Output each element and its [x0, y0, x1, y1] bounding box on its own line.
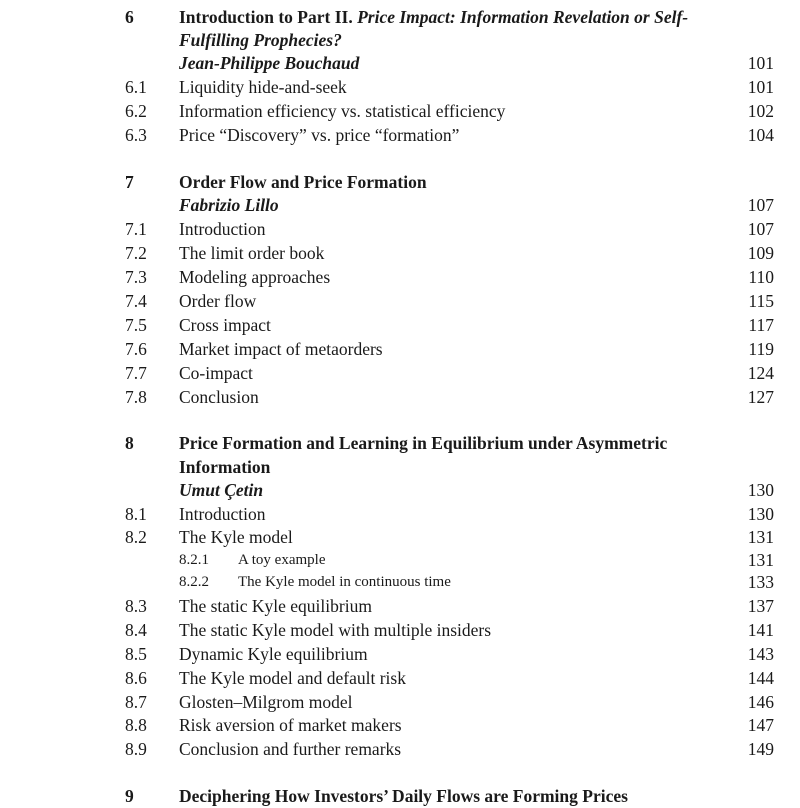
toc-subentry — [0, 570, 800, 594]
page-number: 130 — [747, 504, 774, 524]
section-title: Conclusion — [179, 387, 259, 407]
chapter-author: Jean-Philippe Bouchaud — [179, 53, 360, 73]
page-number: 104 — [747, 125, 774, 145]
page-number: 146 — [747, 692, 774, 712]
page-number: 124 — [747, 363, 774, 383]
section-number: 8.5 — [125, 644, 147, 664]
page-number: 147 — [747, 715, 774, 735]
page-number: 144 — [747, 668, 774, 688]
toc-entry — [0, 123, 800, 147]
section-title: The static Kyle equilibrium — [179, 596, 372, 616]
chapter-title: Order Flow and Price Formation — [179, 172, 427, 192]
page-number: 115 — [748, 291, 774, 311]
section-title: The Kyle model — [179, 527, 293, 547]
section-title: Dynamic Kyle equilibrium — [179, 644, 368, 664]
chapter-8-heading — [0, 431, 800, 455]
chapter-number: 9 — [125, 786, 134, 806]
section-number: 6.3 — [125, 125, 147, 145]
section-title: Conclusion and further remarks — [179, 739, 402, 759]
toc-entry — [0, 525, 800, 549]
section-number: 6.1 — [125, 77, 147, 97]
section-number: 8.6 — [125, 668, 147, 688]
chapter-title-continued: Fulfilling Prophecies? — [179, 30, 342, 50]
page-number: 141 — [747, 620, 774, 640]
section-title: Cross impact — [179, 315, 271, 335]
section-title: Modeling approaches — [179, 267, 331, 287]
section-number: 7.5 — [125, 315, 147, 335]
section-title: Order flow — [179, 291, 257, 311]
chapter-9-heading — [0, 784, 800, 808]
section-number: 8.9 — [125, 739, 147, 759]
section-title: Information efficiency vs. statistical efficiency — [179, 101, 506, 121]
section-number: 8.2 — [125, 527, 147, 547]
toc-entry — [0, 385, 800, 409]
page-number: 102 — [747, 101, 774, 121]
page-number: 130 — [747, 480, 774, 500]
chapter-6-author-line — [0, 51, 800, 75]
chapter-title-continued: Information — [179, 457, 271, 477]
section-number: 7.3 — [125, 267, 147, 287]
toc-entry — [0, 289, 800, 313]
chapter-6-title-continued — [0, 28, 800, 52]
page-number: 119 — [748, 339, 774, 359]
section-title: The Kyle model and default risk — [179, 668, 406, 688]
section-title: Liquidity hide-and-seek — [179, 77, 347, 97]
toc-entry — [0, 241, 800, 265]
page-number: 131 — [747, 550, 774, 570]
section-number: 7.8 — [125, 387, 147, 407]
section-title: The limit order book — [179, 243, 325, 263]
section-number: 7.1 — [125, 219, 147, 239]
section-title: Introduction — [179, 504, 266, 524]
subsection-title: A toy example — [238, 552, 326, 568]
page-number: 107 — [747, 195, 774, 215]
toc-entry — [0, 737, 800, 761]
section-number: 7.2 — [125, 243, 147, 263]
page-number: 143 — [747, 644, 774, 664]
toc-entry — [0, 217, 800, 241]
toc-entry — [0, 313, 800, 337]
toc-entry — [0, 618, 800, 642]
section-number: 7.4 — [125, 291, 147, 311]
chapter-author: Umut Çetin — [179, 480, 264, 500]
page-number: 117 — [748, 315, 774, 335]
section-title: Co-impact — [179, 363, 253, 383]
toc-subentry — [0, 548, 800, 572]
chapter-number: 8 — [125, 433, 134, 453]
toc-entry — [0, 99, 800, 123]
toc-entry — [0, 75, 800, 99]
chapter-title: Introduction to Part II. Price Impact: Information Revelation or Self- — [179, 7, 689, 27]
subsection-number: 8.2.1 — [179, 552, 209, 568]
page-number: 101 — [747, 77, 774, 97]
page-number: 101 — [747, 53, 774, 73]
chapter-7-heading — [0, 170, 800, 194]
toc-entry — [0, 265, 800, 289]
chapter-author: Fabrizio Lillo — [179, 195, 279, 215]
section-number: 7.6 — [125, 339, 147, 359]
page-number: 110 — [748, 267, 774, 287]
chapter-6-heading — [0, 5, 800, 29]
chapter-7-author-line — [0, 193, 800, 217]
section-number: 6.2 — [125, 101, 147, 121]
section-number: 7.7 — [125, 363, 147, 383]
toc-entry — [0, 690, 800, 714]
chapter-number: 7 — [125, 172, 134, 192]
toc-entry — [0, 642, 800, 666]
section-title: Glosten–Milgrom model — [179, 692, 353, 712]
toc-entry — [0, 361, 800, 385]
chapter-title: Price Formation and Learning in Equilibrium under Asymmetric — [179, 433, 668, 453]
page-number: 131 — [747, 527, 774, 547]
toc-entry — [0, 666, 800, 690]
page-number: 137 — [747, 596, 774, 616]
section-number: 8.1 — [125, 504, 147, 524]
section-number: 8.3 — [125, 596, 147, 616]
chapter-title: Deciphering How Investors’ Daily Flows are Forming Prices — [179, 786, 628, 806]
page-number: 109 — [747, 243, 774, 263]
section-title: Risk aversion of market makers — [179, 715, 402, 735]
section-number: 8.7 — [125, 692, 147, 712]
page-number: 107 — [747, 219, 774, 239]
chapter-number: 6 — [125, 7, 134, 27]
section-number: 8.4 — [125, 620, 147, 640]
page-number: 127 — [747, 387, 774, 407]
section-title: Price “Discovery” vs. price “formation” — [179, 125, 460, 145]
section-title: The static Kyle model with multiple insiders — [179, 620, 492, 640]
toc-entry — [0, 337, 800, 361]
section-number: 8.8 — [125, 715, 147, 735]
subsection-number: 8.2.2 — [179, 574, 209, 590]
toc-entry — [0, 713, 800, 737]
chapter-8-author-line — [0, 478, 800, 502]
section-title: Market impact of metaorders — [179, 339, 383, 359]
subsection-title: The Kyle model in continuous time — [238, 574, 451, 590]
chapter-8-title-continued — [0, 455, 800, 479]
toc-entry — [0, 502, 800, 526]
page-number: 149 — [747, 739, 774, 759]
toc-entry — [0, 594, 800, 618]
page-number: 133 — [747, 572, 774, 592]
section-title: Introduction — [179, 219, 266, 239]
